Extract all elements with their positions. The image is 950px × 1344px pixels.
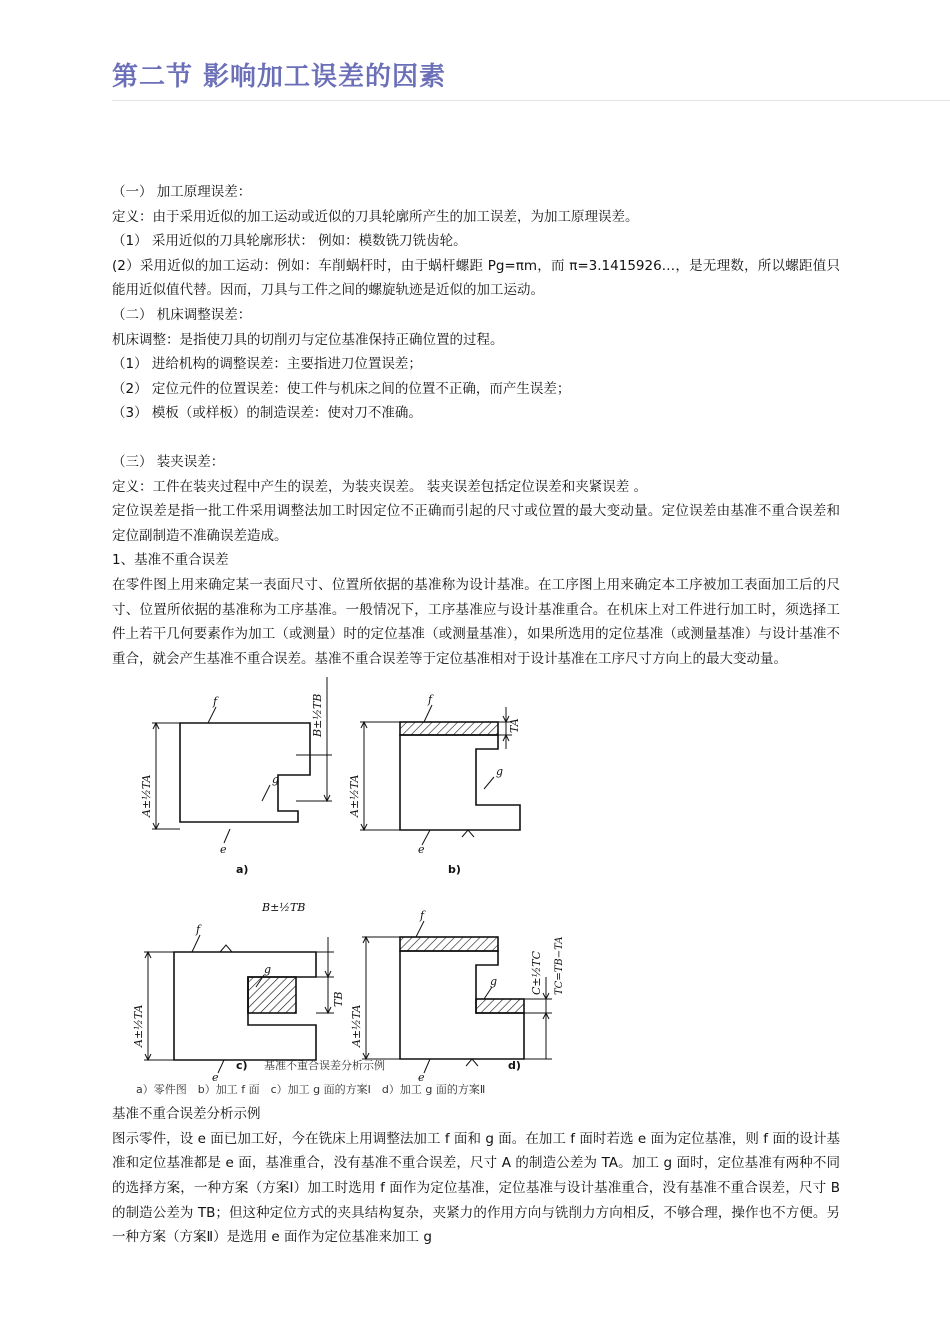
dim-tc-label: TC=TB−TA	[554, 936, 565, 996]
datum-error-figure	[112, 677, 582, 1102]
paragraph: （1） 采用近似的刀具轮廓形状： 例如：模数铣刀铣齿轮。	[112, 233, 467, 250]
label-f-d: f	[420, 909, 425, 923]
panel-a-drawing	[152, 677, 332, 843]
article-body	[112, 180, 840, 1250]
title-divider	[112, 100, 950, 101]
dim-tb-label: TB	[332, 991, 345, 1008]
label-e-c: e	[212, 1071, 219, 1085]
page-title: 第二节 影响加工误差的因素	[112, 62, 447, 92]
dim-a-label-c: A±½TA	[132, 1004, 145, 1048]
paragraph: 机床调整：是指使刀具的切削刃与定位基准保持正确位置的过程。	[112, 331, 504, 348]
section-heading-machine-adjust: （二） 机床调整误差：	[112, 306, 252, 323]
label-f-b: f	[428, 693, 433, 707]
paragraph: 定位误差是指一批工件采用调整法加工时因定位不正确而引起的尺寸或位置的最大变动量。定位误差由基准不重合误差和定位副制造不准确误差造成。	[112, 503, 840, 544]
panel-c-drawing	[144, 935, 334, 1073]
figure-caption: 基准不重合误差分析示例	[112, 1106, 261, 1123]
panel-c-label: c)	[236, 1059, 248, 1073]
paragraph: 在零件图上用来确定某一表面尺寸、位置所依据的基准称为设计基准。在工序图上用来确定本工序被加工表面加工后的尺寸、位置所依据的基准称为工序基准。一般情况下，工序基准应与设计基准重合。在机床上对工件进行加工时，须选择工件上若干几何要素作为加工（或测量）时的定位基准（或测量基准），如果所选用的定位基准（或测量基准）与设计基准不重合，就会产生基准不重合误差。基准不重合误差等于定位基准相对于设计基准在工序尺寸方向上的最大变动量。	[112, 576, 840, 667]
section-heading-principle-error: （一） 加工原理误差：	[112, 184, 252, 200]
panel-d-drawing	[362, 921, 552, 1073]
panel-d-label: d)	[508, 1059, 521, 1073]
label-g-d: g	[490, 975, 498, 989]
panel-a-part	[180, 723, 296, 755]
dim-a-label-d: A±½TA	[350, 1004, 363, 1048]
dim-c-label: C±½TC	[530, 951, 543, 996]
paragraph: 图示零件，设 e 面已加工好，今在铣床上用调整法加工 f 面和 g 面。在加工 f 面时若选 e 面为定位基准，则 f 面的设计基准和定位基准都是 e 面，基准重合，没有基准不重合误差，尺寸 A 的制造公差为 TA。加工 g 面时，定位基准有两种不同的选择方案，一种方案（方案Ⅰ）加工时选用 f 面作为定位基准，定位基准与设计基准重合，没有基准不重合误差，尺寸 B 的制造公差为 TB；但这种定位方式的夹具结构复杂，夹紧力的作用方向与铣削力方向相反，不够合理，操作也不方便。另一种方案（方案Ⅱ）是选用 e 面作为定位基准来加工 g	[112, 1130, 840, 1246]
panel-a-part-outline	[180, 723, 298, 829]
panel-b-label: b)	[448, 863, 461, 877]
technical-drawing	[112, 677, 582, 1102]
subheading: 1、基准不重合误差	[112, 552, 229, 569]
panel-a-outline	[180, 723, 296, 755]
label-e-a: e	[220, 843, 227, 857]
dim-b-label-a: B±½TB	[311, 693, 324, 738]
label-f-c: f	[196, 923, 201, 937]
dim-a-label-b: A±½TA	[348, 774, 361, 818]
dim-b-label-c: B±½TB	[262, 901, 306, 915]
dim-ta-label: TA	[508, 718, 521, 734]
panel-a-label: a)	[236, 863, 249, 877]
paragraph: （2） 定位元件的位置误差：使工件与机床之间的位置不正确，而产生误差；	[112, 380, 571, 397]
paragraph: （1） 进给机构的调整误差：主要指进刀位置误差；	[112, 356, 422, 373]
label-g-c: g	[264, 963, 272, 977]
label-g-a: g	[272, 773, 280, 787]
figure-legend: a）零件图 b）加工 f 面 c）加工 g 面的方案Ⅰ d）加工 g 面的方案Ⅱ	[136, 1083, 486, 1097]
label-f-a: f	[213, 695, 218, 709]
paragraph: (2）采用近似的加工运动：例如：车削蜗杆时，由于蜗杆螺距 Pg=πm，而 π=3.1415926…，是无理数，所以螺距值只能用近似值代替。因而，刀具与工件之间的螺旋轨迹是近似的加工运动。	[112, 257, 840, 299]
paragraph: 定义：由于采用近似的加工运动或近似的刀具轮廓所产生的加工误差，为加工原理误差。	[112, 208, 639, 225]
dim-a-label-a: A±½TA	[140, 774, 153, 818]
label-e-d: e	[418, 1071, 425, 1085]
label-e-b: e	[418, 843, 425, 857]
section-heading-clamping-error: （三） 装夹误差：	[112, 453, 225, 470]
figure-inner-caption: 基准不重合误差分析示例	[264, 1059, 385, 1073]
paragraph: （3） 模板（或样板）的制造误差：使对刀不准确。	[112, 405, 422, 422]
paragraph: 定义：工件在装夹过程中产生的误差，为装夹误差。 装夹误差包括定位误差和夹紧误差 。	[112, 478, 648, 495]
label-g-b: g	[496, 765, 504, 779]
